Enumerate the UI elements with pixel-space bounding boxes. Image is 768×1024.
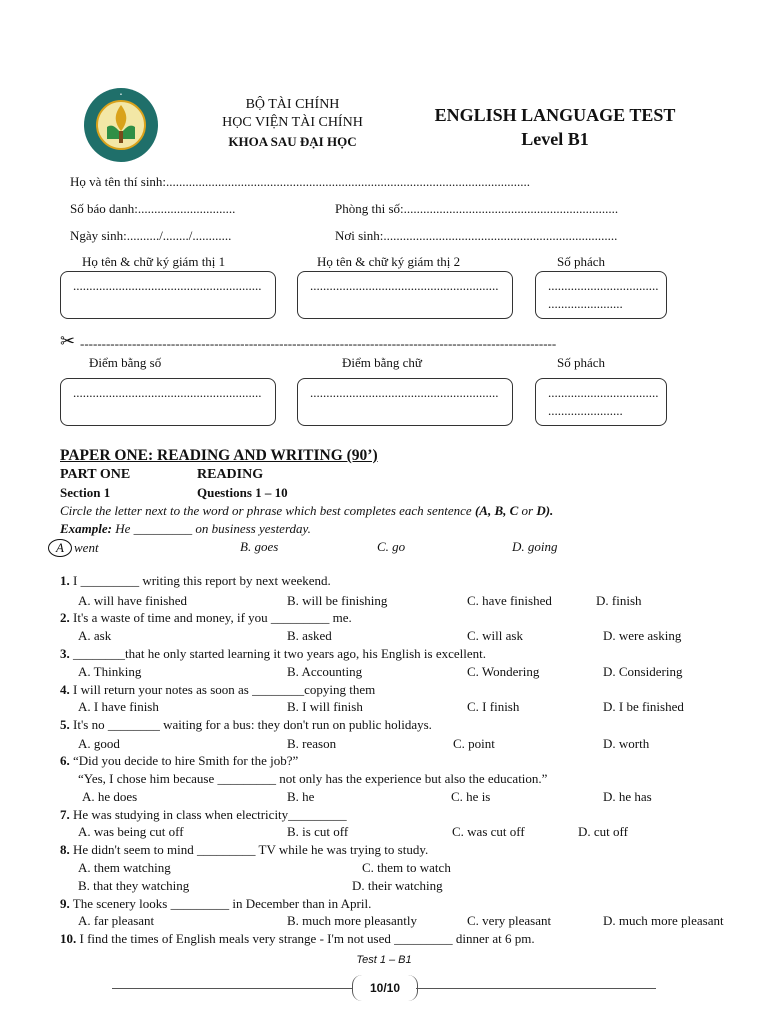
question-number: 1.	[60, 573, 70, 588]
q6-option-c[interactable]: C. he is	[451, 789, 491, 804]
question-text: The scenery looks _________ in December than in April.	[69, 896, 372, 911]
example-option-a-text: went	[74, 540, 99, 555]
score-number-box[interactable]	[60, 378, 276, 426]
footer-rule-left	[112, 988, 352, 989]
question-number: 3.	[60, 646, 70, 661]
question-text: I find the times of English meals very strange - I'm not used _________ dinner at 6 pm.	[76, 931, 535, 946]
q2-option-b[interactable]: B. asked	[287, 628, 332, 643]
q5-option-a[interactable]: A. good	[78, 736, 120, 751]
page-number	[352, 975, 418, 1001]
q7-option-d[interactable]: D. cut off	[578, 824, 628, 839]
question-text: He didn't seem to mind _________ TV while he was trying to study.	[69, 842, 429, 857]
code-label-2: Số phách	[557, 355, 606, 370]
part-label: PART ONE	[60, 467, 131, 482]
q7-option-a[interactable]: A. was being cut off	[78, 824, 184, 839]
question-number: 2.	[60, 610, 70, 625]
code2-dots-2: .......................	[548, 403, 623, 418]
q9-option-a[interactable]: A. far pleasant	[78, 913, 155, 928]
question-1	[60, 573, 331, 589]
score-words-label: Điểm bằng chữ	[342, 355, 422, 370]
faculty-name: KHOA SAU ĐẠI HỌC	[228, 134, 357, 149]
code-dots-1: ..................................	[548, 278, 659, 293]
ministry-name: BỘ TÀI CHÍNH	[245, 97, 340, 112]
q4-option-d[interactable]: D. I be finished	[603, 699, 684, 714]
page-number-text: 10/10	[369, 981, 401, 995]
question-text: I _________ writing this report by next weekend.	[69, 573, 331, 588]
q3-option-d[interactable]: D. Considering	[603, 664, 683, 679]
instruction-letters: (A, B, C	[474, 503, 519, 518]
academy-logo	[83, 87, 159, 163]
question-number: 10.	[60, 931, 77, 946]
q8-option-b[interactable]: B. that they watching	[78, 878, 190, 893]
question-text: “Did you decide to hire Smith for the job?”	[69, 753, 299, 768]
academy-name: HỌC VIỆN TÀI CHÍNH	[222, 115, 363, 130]
q9-option-c[interactable]: C. very pleasant	[467, 913, 552, 928]
q8-option-d[interactable]: D. their watching	[352, 878, 443, 893]
code-label: Số phách	[557, 254, 606, 269]
question-10	[60, 931, 535, 947]
question-4	[60, 682, 375, 698]
question-text: ________that he only started learning it two years ago, his English is excellent.	[69, 646, 487, 661]
q1-option-c[interactable]: C. have finished	[467, 593, 552, 608]
code2-dots-1: ..................................	[548, 385, 659, 400]
q1-option-b[interactable]: B. will be finishing	[287, 593, 388, 608]
instruction	[60, 503, 553, 519]
example-label: Example:	[60, 521, 112, 536]
question-number: 4.	[60, 682, 70, 697]
q6-option-d[interactable]: D. he has	[603, 789, 652, 804]
q2-option-a[interactable]: A. ask	[78, 628, 112, 643]
scissors-icon: ✂	[60, 331, 76, 352]
question-text: He was studying in class when electricity_________	[69, 807, 347, 822]
footer-rule-right	[416, 988, 656, 989]
code-box[interactable]	[535, 271, 667, 319]
question-7	[60, 807, 347, 823]
example-option-a[interactable]	[48, 539, 99, 557]
q8-option-a[interactable]: A. them watching	[78, 860, 171, 875]
candidate-id-line: Số báo danh:..............................	[70, 201, 236, 216]
q3-option-c[interactable]: C. Wondering	[467, 664, 540, 679]
q3-option-b[interactable]: B. Accounting	[287, 664, 363, 679]
question-8	[60, 842, 428, 858]
example-option-b[interactable]: B. goes	[240, 539, 279, 554]
q7-option-c[interactable]: C. was cut off	[452, 824, 525, 839]
paper-title: PAPER ONE: READING AND WRITING (90’)	[60, 447, 378, 464]
academy-seal-icon	[83, 87, 159, 163]
proctor1-dots: ..........................................................	[73, 278, 262, 293]
q2-option-d[interactable]: D. were asking	[603, 628, 682, 643]
question-3	[60, 646, 486, 662]
question-2	[60, 610, 352, 626]
code-box-2[interactable]	[535, 378, 667, 426]
q2-option-c[interactable]: C. will ask	[467, 628, 523, 643]
question-text: I will return your notes as soon as ________copying them	[69, 682, 376, 697]
q1-option-d[interactable]: D. finish	[596, 593, 642, 608]
q9-option-d[interactable]: D. much more pleasant	[603, 913, 724, 928]
q6-text-2: “Yes, I chose him because _________ not only has the experience but also the education.”	[78, 771, 548, 786]
exam-room-line: Phòng thi số:..................................................................	[335, 201, 619, 216]
instruction-or: or	[518, 503, 537, 518]
question-number: 8.	[60, 842, 70, 857]
code-dots-2: .......................	[548, 296, 623, 311]
question-number: 6.	[60, 753, 70, 768]
proctor2-box[interactable]	[297, 271, 513, 319]
question-9	[60, 896, 371, 912]
example-option-d[interactable]: D. going	[512, 539, 558, 554]
date-of-birth-line: Ngày sinh:........../......../............	[70, 228, 232, 243]
q6-option-a[interactable]: A. he does	[82, 789, 138, 804]
test-title: ENGLISH LANGUAGE TEST	[434, 105, 676, 125]
proctor2-dots: ..........................................................	[310, 278, 499, 293]
example-option-c[interactable]: C. go	[377, 539, 406, 554]
question-number: 7.	[60, 807, 70, 822]
proctor1-label: Họ tên & chữ ký giám thị 1	[82, 254, 226, 269]
q7-option-b[interactable]: B. is cut off	[287, 824, 349, 839]
candidate-name-line: Họ và tên thí sinh:................................................................................................................	[70, 174, 531, 189]
place-of-birth-line: Nơi sinh:........................................................................	[335, 228, 618, 243]
example-text: He _________ on business yesterday.	[112, 521, 311, 536]
svg-text:•: •	[119, 92, 123, 98]
q1-option-a[interactable]: A. will have finished	[78, 593, 188, 608]
footer-test-label: Test 1 – B1	[356, 954, 412, 966]
q8-option-c[interactable]: C. them to watch	[362, 860, 451, 875]
section-label: Section 1	[60, 485, 111, 500]
q3-option-a[interactable]: A. Thinking	[78, 664, 142, 679]
part-name: READING	[197, 467, 264, 482]
q9-option-b[interactable]: B. much more pleasantly	[287, 913, 417, 928]
question-6	[60, 753, 298, 769]
score-words-box[interactable]	[297, 378, 513, 426]
question-5	[60, 717, 432, 733]
score-number-dots: ..........................................................	[73, 385, 262, 400]
instruction-d: D).	[536, 503, 554, 518]
test-level: Level B1	[521, 129, 589, 149]
q5-option-b[interactable]: B. reason	[287, 736, 337, 751]
q5-option-c[interactable]: C. point	[453, 736, 495, 751]
q4-option-a[interactable]: A. I have finish	[78, 699, 159, 714]
q5-option-d[interactable]: D. worth	[603, 736, 650, 751]
q4-option-c[interactable]: C. I finish	[467, 699, 520, 714]
instruction-text: Circle the letter next to the word or phrase which best completes each sentence	[60, 503, 475, 518]
score-number-label: Điểm bằng số	[89, 355, 162, 370]
questions-range: Questions 1 – 10	[197, 485, 288, 500]
cut-line: --------------------------------------------------------------------------------------------------------------	[80, 336, 557, 351]
q6-option-b[interactable]: B. he	[287, 789, 315, 804]
q4-option-b[interactable]: B. I will finish	[287, 699, 363, 714]
proctor1-box[interactable]	[60, 271, 276, 319]
question-text: It's a waste of time and money, if you _________ me.	[69, 610, 352, 625]
example-circled-a: A	[48, 539, 72, 557]
question-number: 9.	[60, 896, 70, 911]
score-words-dots: ..........................................................	[310, 385, 499, 400]
question-number: 5.	[60, 717, 70, 732]
proctor2-label: Họ tên & chữ ký giám thị 2	[317, 254, 461, 269]
question-text: It's no ________ waiting for a bus: they don't run on public holidays.	[69, 717, 432, 732]
example-line	[60, 521, 311, 537]
